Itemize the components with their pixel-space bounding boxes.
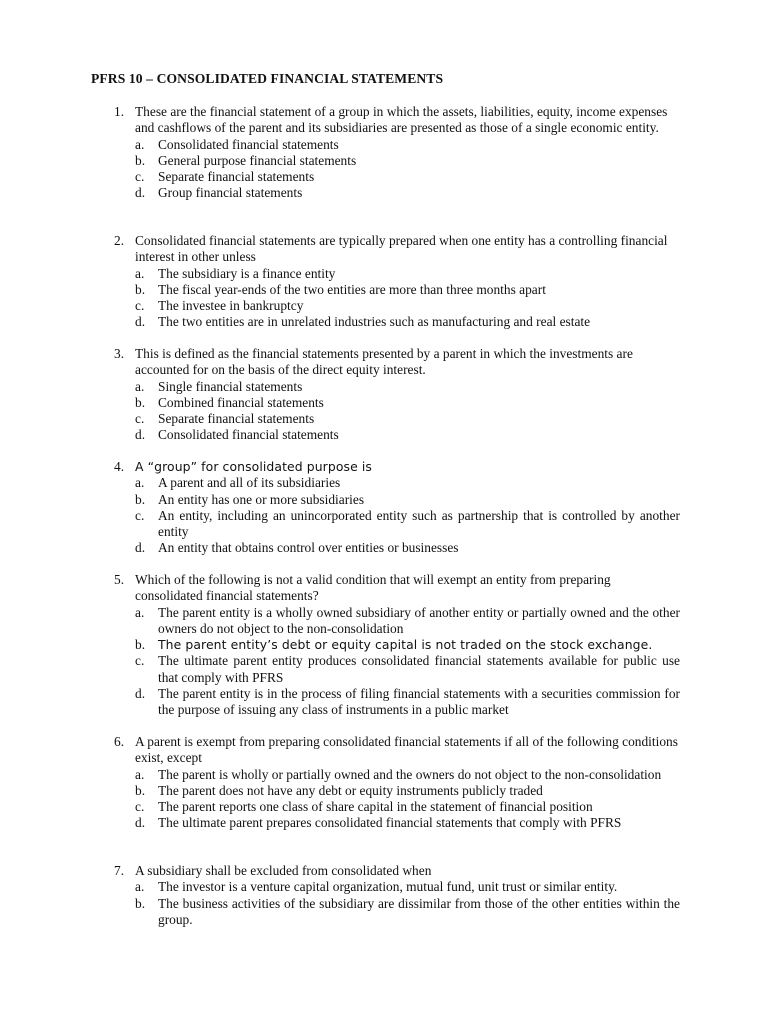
question-stem — [114, 734, 680, 767]
choice-c — [114, 799, 680, 815]
choice-c — [114, 411, 680, 427]
question-text: This is defined as the financial statements presented by a parent in which the investments are accounted for on the basis of the direct equity interest. — [135, 346, 633, 378]
choice-a — [114, 475, 680, 491]
choice-b — [114, 153, 680, 169]
choice-c — [114, 508, 680, 541]
document-title: PFRS 10 – CONSOLIDATED FINANCIAL STATEMENTS — [91, 71, 444, 86]
choice-letter: b. — [135, 491, 146, 507]
choice-a — [114, 379, 680, 395]
choice-a — [114, 879, 680, 895]
question-text: Consolidated financial statements are typically prepared when one entity has a controlling financial interest in other unless — [135, 233, 668, 265]
question-4 — [114, 459, 680, 557]
choice-a — [114, 605, 680, 638]
choice-text: Consolidated financial statements — [158, 427, 339, 443]
choice-letter: d. — [135, 540, 146, 556]
choice-b — [114, 896, 680, 929]
question-stem — [114, 572, 680, 605]
choice-b — [114, 282, 680, 298]
choice-letter: c. — [135, 507, 145, 523]
choice-text: The parent entity’s debt or equity capital is not traded on the stock exchange. — [158, 637, 653, 653]
choice-text: The parent does not have any debt or equity instruments publicly traded — [158, 782, 543, 798]
question-number: 1. — [114, 104, 125, 119]
choice-letter: a. — [135, 265, 145, 281]
question-1 — [114, 104, 680, 202]
question-text: A parent is exempt from preparing consolidated financial statements if all of the following conditions exist, except — [135, 734, 678, 766]
choice-letter: d. — [135, 427, 146, 443]
choice-c — [114, 298, 680, 314]
choice-text: The investee in bankruptcy — [158, 298, 304, 314]
choice-text: An entity has one or more subsidiaries — [158, 491, 365, 507]
question-6 — [114, 734, 680, 832]
choice-text: The parent reports one class of share capital in the statement of financial position — [158, 799, 593, 815]
question-5 — [114, 572, 680, 719]
choice-letter: a. — [135, 136, 145, 152]
choice-a — [114, 767, 680, 783]
choice-list — [114, 266, 680, 331]
choice-b — [114, 492, 680, 508]
choice-b — [114, 637, 680, 653]
choice-letter: b. — [135, 152, 146, 168]
choice-list — [114, 137, 680, 202]
choice-a — [114, 137, 680, 153]
question-stem — [114, 346, 680, 379]
choice-text: Separate financial statements — [158, 411, 315, 427]
question-number: 7. — [114, 863, 125, 878]
question-number: 6. — [114, 734, 125, 749]
choice-d — [114, 314, 680, 330]
choice-letter: d. — [135, 314, 146, 330]
choice-text: The business activities of the subsidiary are dissimilar from those of the other entities within the group. — [158, 895, 680, 927]
question-stem — [114, 104, 680, 137]
choice-list — [114, 879, 680, 928]
question-number: 2. — [114, 233, 125, 248]
choice-letter: c. — [135, 169, 145, 185]
question-stem — [114, 863, 680, 879]
choice-letter: a. — [135, 879, 145, 895]
choice-text: Combined financial statements — [158, 394, 324, 410]
choice-text: The fiscal year-ends of the two entities are more than three months apart — [158, 281, 546, 297]
choice-list — [114, 767, 680, 832]
choice-c — [114, 653, 680, 686]
question-stem — [114, 459, 680, 475]
question-3 — [114, 346, 680, 444]
choice-letter: a. — [135, 604, 145, 620]
choice-b — [114, 783, 680, 799]
choice-letter: d. — [135, 815, 146, 831]
choice-list — [114, 605, 680, 719]
choice-b — [114, 395, 680, 411]
choice-c — [114, 169, 680, 185]
choice-text: Separate financial statements — [158, 169, 315, 185]
choice-letter: c. — [135, 799, 145, 815]
choice-letter: b. — [135, 895, 146, 911]
choice-letter: b. — [135, 782, 146, 798]
choice-text: An entity that obtains control over entities or businesses — [158, 540, 459, 556]
choice-letter: a. — [135, 475, 145, 491]
choice-a — [114, 266, 680, 282]
choice-text: Consolidated financial statements — [158, 136, 339, 152]
choice-letter: c. — [135, 653, 145, 669]
question-text: A subsidiary shall be excluded from consolidated when — [135, 863, 432, 878]
choice-letter: c. — [135, 298, 145, 314]
choice-text: The parent entity is a wholly owned subsidiary of another entity or partially owned and the other owners do not object to the non-consolidation — [158, 604, 680, 636]
choice-list — [114, 379, 680, 444]
choice-letter: d. — [135, 185, 146, 201]
choice-text: Single financial statements — [158, 378, 303, 394]
question-2 — [114, 233, 680, 331]
question-text: These are the financial statement of a group in which the assets, liabilities, equity, income expenses and cashflows of the parent and its subsidiaries are presented as those of a single economic entity. — [135, 104, 668, 136]
question-number: 4. — [114, 459, 125, 474]
choice-text: The ultimate parent prepares consolidated financial statements that comply with PFRS — [158, 815, 622, 831]
choice-text: The ultimate parent entity produces consolidated financial statements available for public use that comply with PFRS — [158, 653, 680, 685]
choice-text: An entity, including an unincorporated entity such as partnership that is controlled by another entity — [158, 507, 680, 540]
choice-text: The two entities are in unrelated industries such as manufacturing and real estate — [158, 314, 591, 330]
choice-text: The investor is a venture capital organization, mutual fund, unit trust or similar entity. — [158, 879, 618, 895]
choice-d — [114, 185, 680, 201]
choice-d — [114, 427, 680, 443]
choice-d — [114, 540, 680, 556]
choice-text: A parent and all of its subsidiaries — [158, 475, 341, 491]
choice-letter: d. — [135, 686, 146, 702]
question-text: A “group” for consolidated purpose is — [135, 459, 372, 474]
question-7 — [114, 863, 680, 928]
choice-letter: a. — [135, 378, 145, 394]
question-text: Which of the following is not a valid condition that will exempt an entity from preparing consolidated financial statements? — [135, 572, 611, 604]
choice-letter: b. — [135, 637, 146, 653]
question-stem — [114, 233, 680, 266]
choice-text: Group financial statements — [158, 185, 303, 201]
question-number: 5. — [114, 572, 125, 587]
choice-letter: b. — [135, 281, 146, 297]
choice-letter: c. — [135, 411, 145, 427]
choice-text: The parent entity is in the process of filing financial statements with a securities commission for the purpose of issuing any class of instruments in a public market — [158, 686, 680, 718]
choice-text: The subsidiary is a finance entity — [158, 265, 336, 281]
choice-letter: a. — [135, 766, 145, 782]
choice-list — [114, 475, 680, 556]
question-number: 3. — [114, 346, 125, 361]
choice-d — [114, 815, 680, 831]
choice-text: General purpose financial statements — [158, 152, 357, 168]
choice-d — [114, 686, 680, 719]
choice-text: The parent is wholly or partially owned and the owners do not object to the non-consolidation — [158, 766, 662, 782]
choice-letter: b. — [135, 394, 146, 410]
